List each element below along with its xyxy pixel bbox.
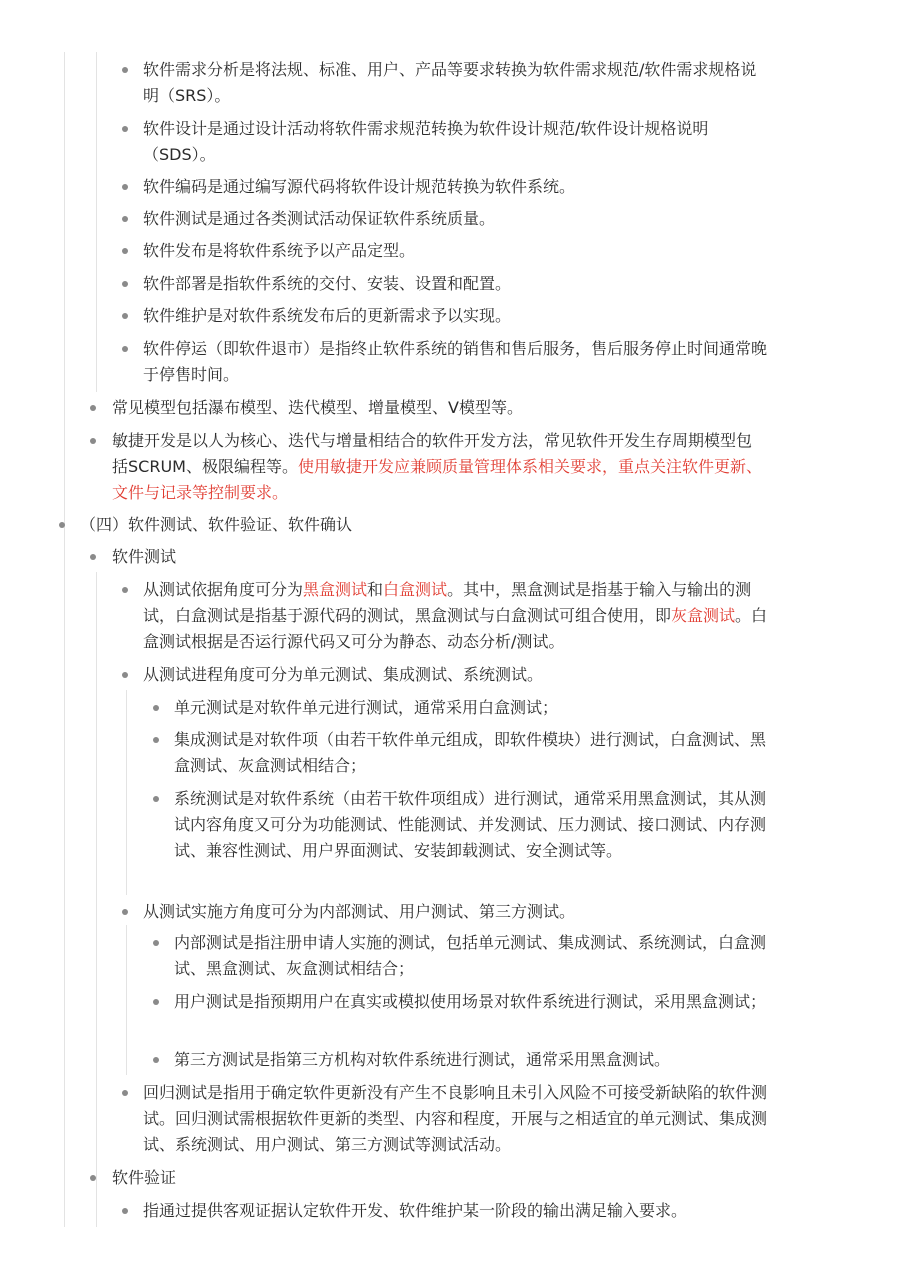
list-item: 软件部署是指软件系统的交付、安装、设置和配置。 [143,274,512,293]
item-text: 。白盒测试根据是否运行源代码又可分为静态、动态分析/测试。 [143,606,768,651]
bullet-dot [153,1057,159,1063]
list-item: 常见模型包括瀑布模型、迭代模型、增量模型、V模型等。 [112,398,523,417]
bullet-dot [122,184,128,190]
item-text: 从测试依据角度可分为 [143,580,304,599]
list-item [143,577,768,655]
list-item: 软件维护是对软件系统发布后的更新需求予以实现。 [143,306,512,325]
bullet-dot [122,346,128,352]
item-text: 和 [367,580,384,599]
bullet-dot [90,438,96,444]
highlighted-term: 灰盒测试 [671,606,736,625]
list-item: 内部测试是指注册申请人实施的测试，包括单元测试、集成测试、系统测试，白盒测试、黑盒测试、灰盒测试相结合； [174,933,767,978]
list-item: 回归测试是指用于确定软件更新没有产生不良影响且未引入风险不可接受新缺陷的软件测试。回归测试需根据软件更新的类型、内容和程度，开展与之相适宜的单元测试、集成测试、系统测试、用户测试、第三方测试等测试活动。 [143,1083,768,1154]
highlighted-term: 白盒测试 [383,580,448,599]
bullet-dot [122,313,128,319]
bullet-dot [90,1175,96,1181]
bullet-dot [122,281,128,287]
list-item: 软件测试 [112,547,177,566]
list-item: 单元测试是对软件单元进行测试，通常采用白盒测试； [174,698,559,717]
section-heading: （四）软件测试、软件验证、软件确认 [80,515,353,534]
bullet-dot [122,1090,128,1096]
outline-guide-level2 [96,572,97,1227]
bullet-dot [122,587,128,593]
bullet-dot [59,522,65,528]
item-text: 敏捷开发是以人为核心、迭代与增量相结合的软件开发方法，常见软件开发生存周期模型包括SCRUM、极限编程等。 [112,431,753,476]
bullet-dot [90,405,96,411]
list-item: 从测试实施方角度可分为内部测试、用户测试、第三方测试。 [143,902,576,921]
bullet-dot [153,999,159,1005]
list-item: 集成测试是对软件项（由若干软件单元组成，即软件模块）进行测试，白盒测试、黑盒测试、灰盒测试相结合； [174,730,767,775]
list-item: 软件发布是将软件系统予以产品定型。 [143,241,416,260]
list-item: 第三方测试是指第三方机构对软件系统进行测试，通常采用黑盒测试。 [174,1050,671,1069]
list-item [112,428,762,506]
bullet-dot [90,554,96,560]
bullet-dot [122,1208,128,1214]
bullet-dot [153,705,159,711]
bullet-dot [153,796,159,802]
list-item: 系统测试是对软件系统（由若干软件项组成）进行测试，通常采用黑盒测试，其从测试内容角度又可分为功能测试、性能测试、并发测试、压力测试、接口测试、内存测试、兼容性测试、用户界面测试、安装卸载测试、安全测试等。 [174,789,767,860]
list-item: 用户测试是指预期用户在真实或模拟使用场景对软件系统进行测试，采用黑盒测试； [174,992,767,1011]
bullet-dot [153,737,159,743]
list-item: 软件设计是通过设计活动将软件需求规范转换为软件设计规范/软件设计规格说明（SDS）。 [143,119,709,164]
list-item: 指通过提供客观证据认定软件开发、软件维护某一阶段的输出满足输入要求。 [143,1201,688,1220]
bullet-dot [122,248,128,254]
bullet-dot [122,126,128,132]
bullet-dot [122,672,128,678]
list-item: 从测试进程角度可分为单元测试、集成测试、系统测试。 [143,665,544,684]
list-item: 软件编码是通过编写源代码将软件设计规范转换为软件系统。 [143,177,576,196]
highlighted-text: 使用敏捷开发应兼顾质量管理体系相关要求，重点关注软件更新、文件与记录等控制要求。 [112,457,762,502]
bullet-dot [122,67,128,73]
highlighted-term: 黑盒测试 [303,580,368,599]
bullet-dot [122,909,128,915]
bullet-dot [153,940,159,946]
list-item: 软件需求分析是将法规、标准、用户、产品等要求转换为软件需求规范/软件需求规格说明（SRS）。 [143,60,757,105]
outline-guide-level4 [126,690,127,895]
outline-guide-level2 [96,52,97,392]
list-item: 软件停运（即软件退市）是指终止软件系统的销售和售后服务，售后服务停止时间通常晚于停售时间。 [143,339,768,384]
bullet-dot [122,216,128,222]
outline-guide-level1 [64,52,65,1227]
outline-guide-level4 [126,925,127,1075]
list-item: 软件测试是通过各类测试活动保证软件系统质量。 [143,209,496,228]
list-item: 软件验证 [112,1168,177,1187]
item-text: 。其中，黑盒测试是指基于输入与输出的测试，白盒测试是指基于源代码的测试，黑盒测试与白盒测试可组合使用，即 [143,580,752,625]
